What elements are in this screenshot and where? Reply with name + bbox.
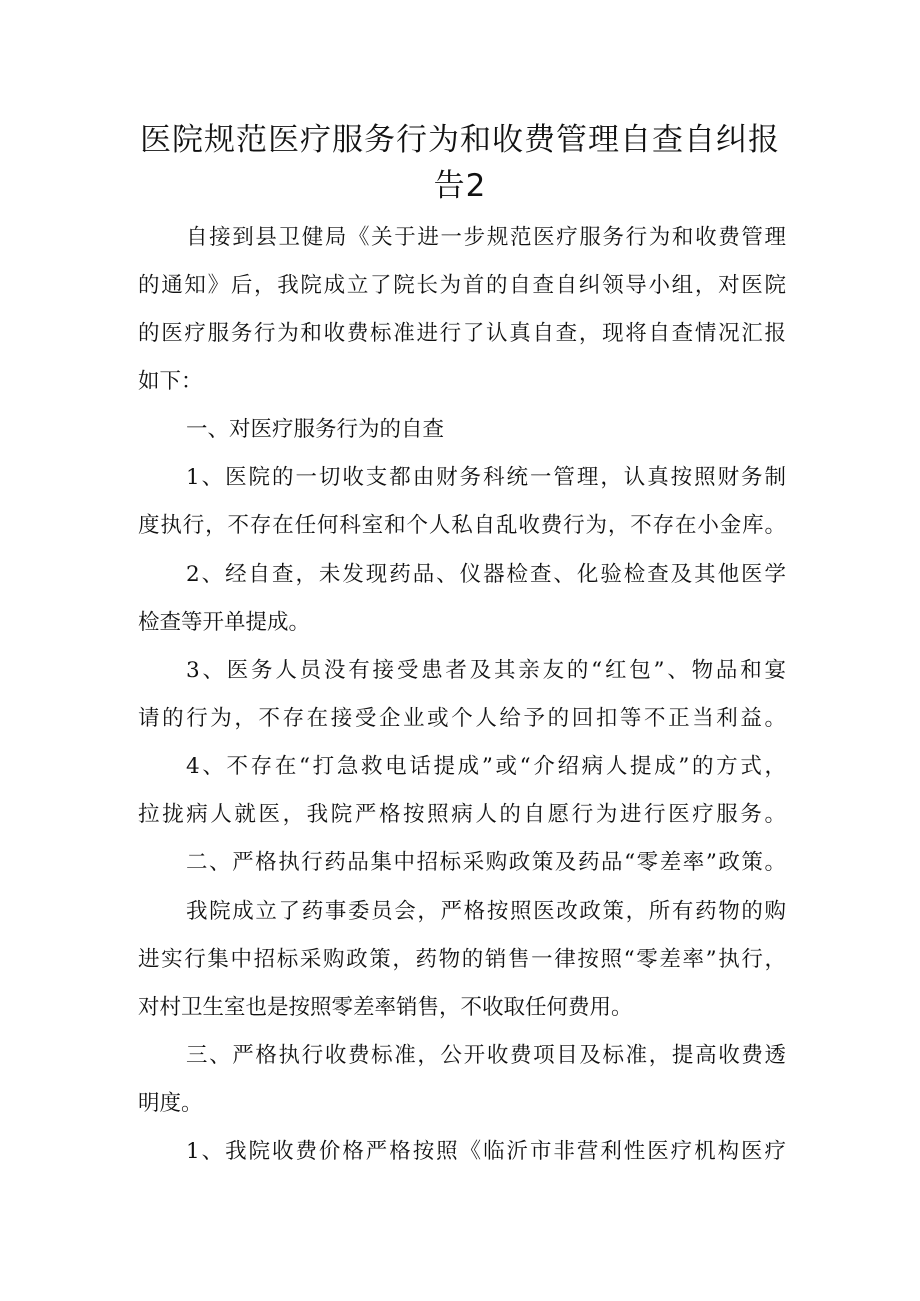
section-heading: 一、对医疗服务行为的自查 <box>186 417 445 442</box>
paragraph-line: 的通知》后，我院成立了院长为首的自查自纠领导小组，对医院 <box>138 273 786 298</box>
paragraph-line: 自接到县卫健局《关于进一步规范医疗服务行为和收费管理 <box>186 225 786 250</box>
paragraph-line: 1、我院收费价格严格按照《临沂市非营利性医疗机构医疗 <box>186 1139 786 1164</box>
paragraph-line: 1、医院的一切收支都由财务科统一管理，认真按照财务制 <box>186 465 786 490</box>
section-heading: 三、严格执行收费标准，公开收费项目及标准，提高收费透 <box>186 1043 786 1068</box>
paragraph-line: 4、不存在“打急救电话提成”或“介绍病人提成”的方式， <box>186 754 786 779</box>
paragraph-line: 拉拢病人就医，我院严格按照病人的自愿行为进行医疗服务。 <box>138 802 786 827</box>
paragraph-line: 3、医务人员没有接受患者及其亲友的“红包”、物品和宴 <box>186 658 786 683</box>
paragraph-line: 的医疗服务行为和收费标准进行了认真自查，现将自查情况汇报 <box>138 321 786 346</box>
paragraph-line: 我院成立了药事委员会，严格按照医改政策，所有药物的购 <box>186 899 786 924</box>
section-heading: 二、严格执行药品集中招标采购政策及药品“零差率”政策。 <box>186 850 786 875</box>
paragraph-line: 对村卫生室也是按照零差率销售，不收取任何费用。 <box>138 995 633 1020</box>
paragraph-line: 检查等开单提成。 <box>138 610 311 635</box>
document-title-line-2: 告2 <box>433 168 487 204</box>
paragraph-line: 进实行集中招标采购政策，药物的销售一律按照“零差率”执行， <box>138 947 786 972</box>
paragraph-line: 2、经自查，未发现药品、仪器检查、化验检查及其他医学 <box>186 562 786 587</box>
paragraph-line: 请的行为，不存在接受企业或个人给予的回扣等不正当利益。 <box>138 706 786 731</box>
paragraph-line: 明度。 <box>138 1091 203 1116</box>
paragraph-line: 如下： <box>138 369 203 394</box>
paragraph-line: 度执行，不存在任何科室和个人私自乱收费行为，不存在小金库。 <box>138 513 786 538</box>
document-title-line-1: 医院规范医疗服务行为和收费管理自查自纠报 <box>140 122 780 158</box>
